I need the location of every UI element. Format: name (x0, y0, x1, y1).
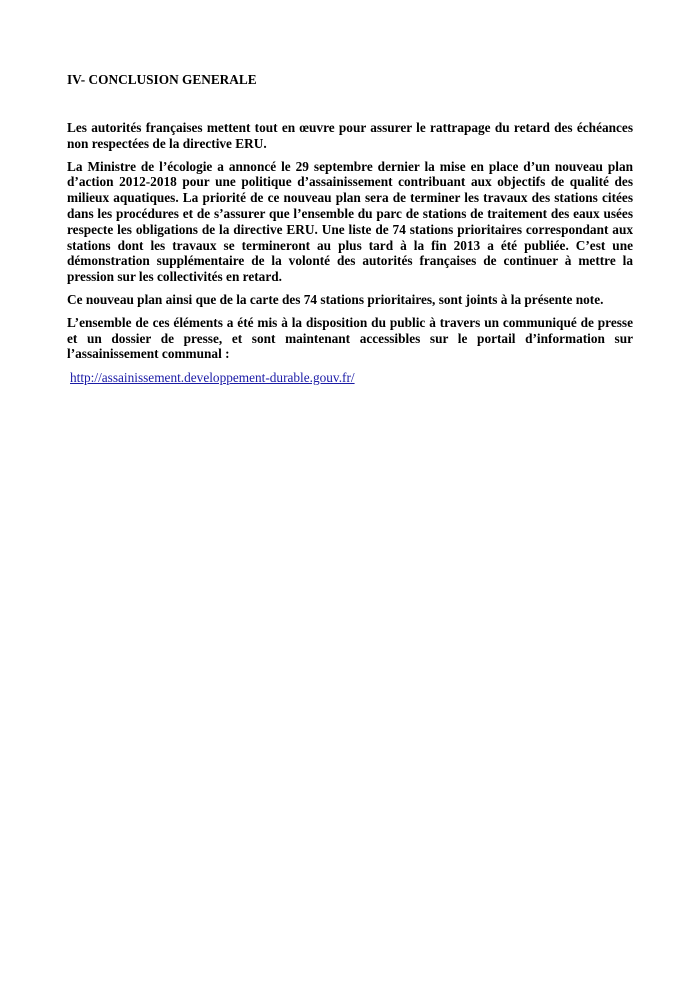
section-heading: IV- CONCLUSION GENERALE (67, 72, 257, 87)
link-container (70, 370, 633, 386)
paragraph-intro: Les autorités françaises mettent tout en œuvre pour assurer le rattrapage du retard des échéances non respectées de la directive ERU. (67, 120, 633, 151)
paragraph-attachments: Ce nouveau plan ainsi que de la carte des 74 stations prioritaires, sont joints à la présente note. (67, 291, 604, 307)
document-body (67, 72, 633, 386)
paragraph-action-plan: La Ministre de l’écologie a annoncé le 29 septembre dernier la mise en place d’un nouveau plan d’action 2012-2018 pour une politique d’assainissement contribuant aux objectifs de qualité des milieux aquatiques. La priorité de ce nouveau plan sera de terminer les travaux des stations citées dans les procédures et de s’assurer que l’ensemble du parc de stations de traitement des eaux usées respecte les obligations de la directive ERU. Une liste de 74 stations prioritaires correspondant aux stations dont les travaux se termineront au plus tard à la fin 2013 a été publiée. C’est une démonstration supplémentaire de la volonté des autorités françaises de continuer à mettre la pression sur les collectivités en retard. (67, 158, 633, 285)
portal-link[interactable]: http://assainissement.developpement-durable.gouv.fr/ (70, 370, 355, 386)
paragraph-public-access: L’ensemble de ces éléments a été mis à la disposition du public à travers un communiqué de presse et un dossier de presse, et sont maintenant accessibles sur le portail d’information sur l’assainissement communal : (67, 314, 633, 362)
